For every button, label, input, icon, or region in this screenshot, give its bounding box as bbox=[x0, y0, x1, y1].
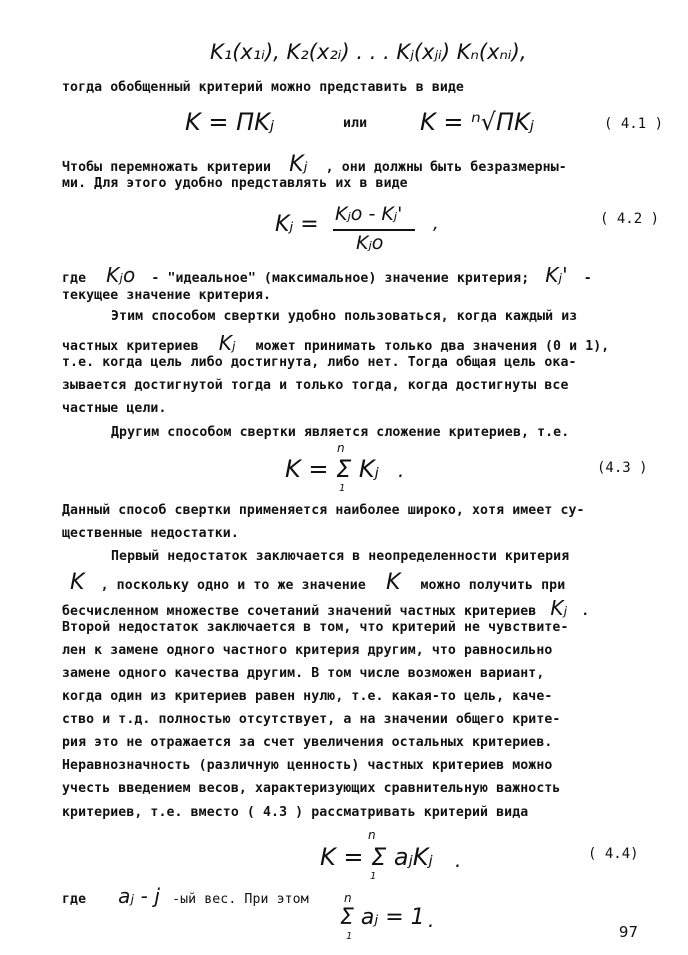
equation-number-4-1: ( 4.1 ) bbox=[604, 116, 664, 132]
text-line-9: зывается достигнутой тогда и только тогда, когда достигнуты все bbox=[62, 378, 569, 393]
text-line-2b: , они должны быть безразмерны- bbox=[325, 160, 567, 175]
formula-4-5-period: . bbox=[428, 908, 435, 932]
formula-4-4-lower: 1 bbox=[370, 871, 377, 882]
formula-4-2-numerator: Kⱼo - Kⱼ' bbox=[335, 203, 403, 225]
text-line-14: Первый недостаток заключается в неопределенности критерия bbox=[111, 549, 570, 564]
text-line-19: замене одного качества другим. В том числе возможен вариант, bbox=[62, 666, 545, 681]
text-line-6: Этим способом свертки удобно пользоваться, когда каждый из bbox=[111, 309, 578, 324]
text-line-4a: где bbox=[62, 271, 87, 286]
text-line-16a: бесчисленном множестве сочетаний значений частных критериев bbox=[62, 604, 537, 619]
symbol-kj-2: Kⱼ bbox=[218, 331, 236, 355]
text-line-5: текущее значение критерия. bbox=[62, 288, 272, 303]
formula-4-2-denominator: Kⱼo bbox=[356, 232, 384, 254]
formula-4-5-upper: n bbox=[344, 891, 352, 905]
symbol-k-2: K bbox=[385, 570, 401, 595]
text-line-25: критериев, т.е. вместо ( 4.3 ) рассматривать критерий вида bbox=[62, 805, 529, 820]
text-line-18: лен к замене одного частного критерия другим, что равносильно bbox=[62, 643, 553, 658]
formula-4-2-comma: , bbox=[433, 213, 439, 234]
text-line-22: рия это не отражается за счет увеличения остальных критериев. bbox=[62, 735, 553, 750]
formula-4-1-or: или bbox=[343, 116, 368, 131]
text-line-15a: , поскольку одно и то же значение bbox=[100, 578, 366, 593]
text-line-4c: - bbox=[583, 271, 592, 286]
symbol-kj: Kⱼ bbox=[289, 152, 308, 177]
symbol-aj: aⱼ - j bbox=[118, 884, 161, 908]
formula-4-4-upper: n bbox=[368, 828, 376, 842]
formula-4-3-upper: n bbox=[337, 441, 345, 455]
text-line-26b: -ый вес. При этом bbox=[172, 892, 309, 907]
formula-4-3: K = Σ Kⱼ bbox=[285, 455, 379, 483]
text-line-7a: частных критериев bbox=[62, 339, 199, 354]
formula-4-1-product: K = ΠKⱼ bbox=[185, 108, 275, 136]
formula-4-4-period: . bbox=[455, 848, 462, 872]
text-line-21: ство и т.д. полностью отсутствует, а на значении общего крите- bbox=[62, 712, 561, 727]
formula-4-1-root: K = ⁿ√ΠKⱼ bbox=[420, 108, 534, 136]
text-line-15b: можно получить при bbox=[420, 578, 566, 593]
text-line-13: щественные недостатки. bbox=[62, 526, 239, 541]
symbol-kj-prime: Kⱼ' bbox=[545, 263, 568, 287]
formula-4-4: K = Σ aⱼKⱼ bbox=[320, 843, 433, 871]
text-line-4b: - "идеальное" (максимальное) значение критерия; bbox=[151, 271, 530, 286]
text-line-2 bbox=[62, 152, 567, 177]
text-line-8: т.е. когда цель либо достигнута, либо нет. Тогда общая цель ока- bbox=[62, 355, 577, 370]
text-line-7 bbox=[62, 331, 609, 355]
text-line-16 bbox=[62, 596, 589, 620]
text-line-20: когда один из критериев равен нулю, т.е. какая-то цель, каче- bbox=[62, 689, 553, 704]
formula-4-3-period: . bbox=[398, 458, 405, 482]
formula-criteria-list: K₁(x₁ᵢ), K₂(x₂ᵢ) . . . Kⱼ(xⱼᵢ) Kₙ(xₙᵢ), bbox=[210, 40, 527, 64]
fraction-bar bbox=[333, 229, 415, 231]
text-line-17: Второй недостаток заключается в том, что критерий не чувствите- bbox=[62, 620, 569, 635]
text-line-23: Неравнозначность (различную ценность) частных критериев можно bbox=[62, 758, 553, 773]
equation-number-4-2: ( 4.2 ) bbox=[600, 211, 660, 227]
symbol-kjo: Kⱼo bbox=[106, 263, 136, 287]
text-line-1: тогда обобщенный критерий можно представить в виде bbox=[62, 80, 464, 95]
text-line-24: учесть введением весов, характеризующих сравнительную важность bbox=[62, 781, 561, 796]
formula-4-5: Σ aⱼ = 1 bbox=[340, 905, 425, 930]
text-line-10: частные цели. bbox=[62, 401, 167, 416]
formula-4-5-lower: 1 bbox=[346, 931, 353, 942]
text-line-15 bbox=[70, 570, 565, 595]
text-line-3: ми. Для этого удобно представлять их в виде bbox=[62, 176, 408, 191]
symbol-k: K bbox=[70, 570, 85, 595]
page-number: 97 bbox=[618, 923, 638, 941]
formula-4-2-lhs: Kⱼ = bbox=[275, 212, 319, 237]
symbol-kj-3: Kⱼ bbox=[550, 596, 568, 620]
equation-number-4-3: (4.3 ) bbox=[597, 460, 648, 476]
text-line-2a: Чтобы перемножать критерии bbox=[62, 160, 272, 175]
text-line-12: Данный способ свертки применяется наиболее широко, хотя имеет су- bbox=[62, 503, 585, 518]
formula-4-3-lower: 1 bbox=[339, 483, 346, 494]
text-line-16b: . bbox=[581, 604, 590, 619]
text-line-26 bbox=[62, 884, 309, 908]
text-line-4 bbox=[62, 263, 592, 287]
text-line-11: Другим способом свертки является сложение критериев, т.е. bbox=[111, 425, 570, 440]
text-line-26a: где bbox=[62, 892, 87, 907]
equation-number-4-4: ( 4.4) bbox=[588, 846, 639, 862]
text-line-7b: может принимать только два значения (0 и 1), bbox=[255, 339, 610, 354]
